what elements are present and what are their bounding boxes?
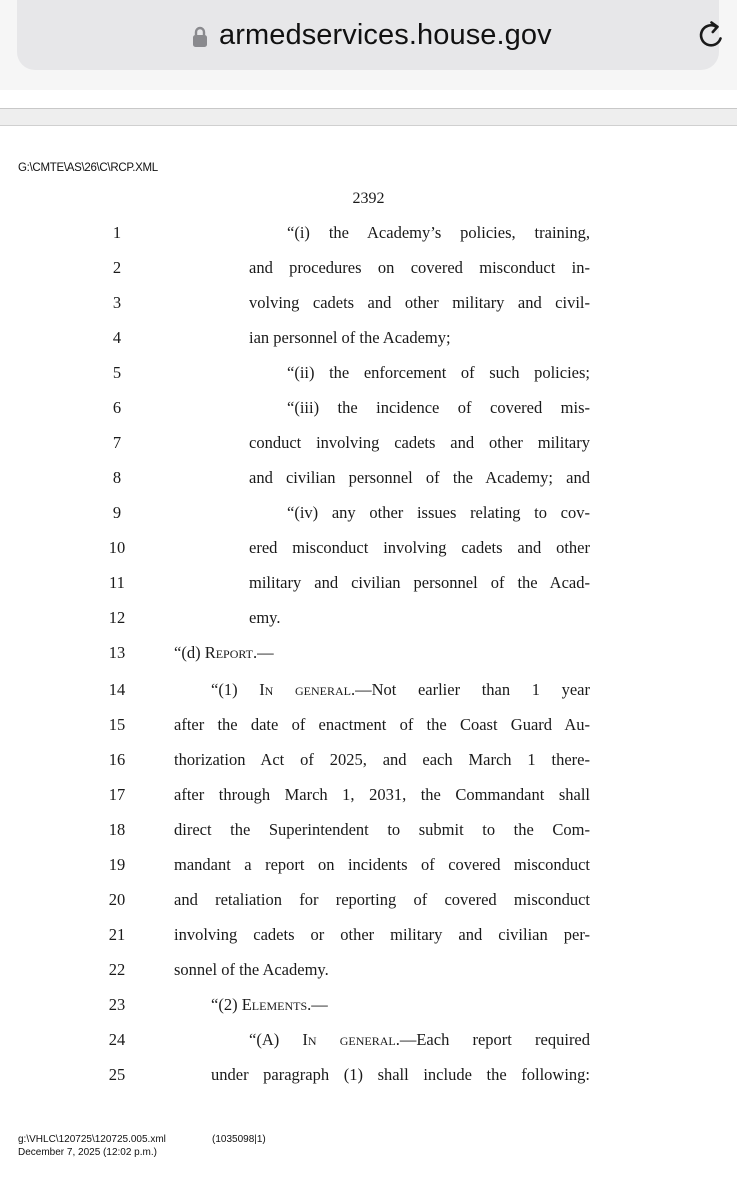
document-line	[0, 292, 737, 327]
document-line	[0, 714, 737, 749]
document-line	[0, 994, 737, 1029]
document-line	[0, 537, 737, 572]
line-text: and procedures on covered misconduct in-	[249, 258, 590, 277]
reload-icon[interactable]	[694, 18, 730, 54]
line-number: 12	[108, 608, 126, 627]
line-text: direct the Superintendent to submit to the Com-	[174, 820, 590, 839]
line-text: involving cadets or other military and civilian per-	[174, 925, 590, 944]
line-number: 19	[108, 855, 126, 874]
line-number: 4	[112, 328, 122, 347]
line-number: 9	[112, 503, 122, 522]
line-number: 1	[112, 223, 122, 242]
line-text: “(1) In general.—Not earlier than 1 year	[211, 680, 590, 699]
line-number: 6	[112, 398, 122, 417]
line-number: 20	[108, 890, 126, 909]
line-number: 16	[108, 750, 126, 769]
line-number: 17	[108, 785, 126, 804]
document-line	[0, 854, 737, 889]
line-text: volving cadets and other military and civil-	[249, 293, 590, 312]
line-text: ian personnel of the Academy;	[249, 328, 451, 347]
page-viewer-strip	[0, 109, 737, 126]
line-number: 7	[112, 433, 122, 452]
document-line	[0, 749, 737, 784]
document-line	[0, 607, 737, 642]
line-text: mandant a report on incidents of covered misconduct	[174, 855, 590, 874]
line-text: “(iii) the incidence of covered mis-	[287, 398, 590, 417]
line-text: and civilian personnel of the Academy; and	[249, 468, 590, 487]
document-line	[0, 959, 737, 994]
line-text: sonnel of the Academy.	[174, 960, 329, 979]
line-text: after the date of enactment of the Coast Guard Au-	[174, 715, 590, 734]
document-line	[0, 819, 737, 854]
line-number: 18	[108, 820, 126, 839]
page-number: 2392	[352, 190, 385, 207]
line-text: ered misconduct involving cadets and other	[249, 538, 590, 557]
document-line	[0, 679, 737, 714]
line-number: 23	[108, 995, 126, 1014]
document-line	[0, 327, 737, 362]
line-number: 14	[108, 680, 126, 699]
document-line	[0, 642, 737, 677]
document-line	[0, 432, 737, 467]
line-number: 2	[112, 258, 122, 277]
document-line	[0, 222, 737, 257]
line-number: 24	[108, 1030, 126, 1049]
document-line	[0, 362, 737, 397]
line-text: under paragraph (1) shall include the following:	[211, 1065, 590, 1084]
footer-doc-id: (1035098|1)	[212, 1134, 266, 1145]
address-bar[interactable]	[17, 0, 719, 70]
line-number: 3	[112, 293, 122, 312]
line-text: thorization Act of 2025, and each March 1 there-	[174, 750, 590, 769]
line-number: 11	[109, 573, 125, 592]
document-line	[0, 889, 737, 924]
line-number: 22	[108, 960, 126, 979]
document-line	[0, 467, 737, 502]
line-text: conduct involving cadets and other military	[249, 433, 590, 452]
document-line	[0, 924, 737, 959]
line-text: “(A) In general.—Each report required	[249, 1030, 591, 1049]
line-number: 21	[108, 925, 126, 944]
line-number: 15	[108, 715, 126, 734]
url-text[interactable]: armedservices.house.gov	[219, 19, 552, 51]
line-text: “(iv) any other issues relating to cov-	[287, 503, 590, 522]
document-file-path: G:\CMTE\AS\26\C\RCP.XML	[18, 162, 158, 174]
line-number: 10	[108, 538, 126, 557]
browser-chrome	[0, 0, 737, 90]
document-line	[0, 502, 737, 537]
document-line	[0, 784, 737, 819]
footer-source-path: g:\VHLC\120725\120725.005.xml	[18, 1134, 166, 1145]
line-text: after through March 1, 2031, the Commandant shall	[174, 785, 590, 804]
document-line	[0, 397, 737, 432]
line-text: “(d) Report.—	[174, 643, 274, 662]
line-number: 13	[108, 643, 126, 662]
line-number: 5	[112, 363, 122, 382]
line-number: 25	[108, 1065, 126, 1084]
line-text: “(ii) the enforcement of such policies;	[287, 363, 590, 382]
line-text: military and civilian personnel of the Acad-	[249, 573, 590, 592]
footer-date: December 7, 2025 (12:02 p.m.)	[18, 1147, 157, 1158]
line-text: “(i) the Academy’s policies, training,	[287, 223, 590, 242]
line-text: and retaliation for reporting of covered misconduct	[174, 890, 590, 909]
document-line	[0, 572, 737, 607]
lock-icon	[192, 26, 208, 48]
line-number: 8	[112, 468, 122, 487]
document-line	[0, 1029, 737, 1064]
document-line	[0, 1064, 737, 1099]
document-line	[0, 257, 737, 292]
line-text: “(2) Elements.—	[211, 995, 328, 1014]
line-text: emy.	[249, 608, 281, 627]
